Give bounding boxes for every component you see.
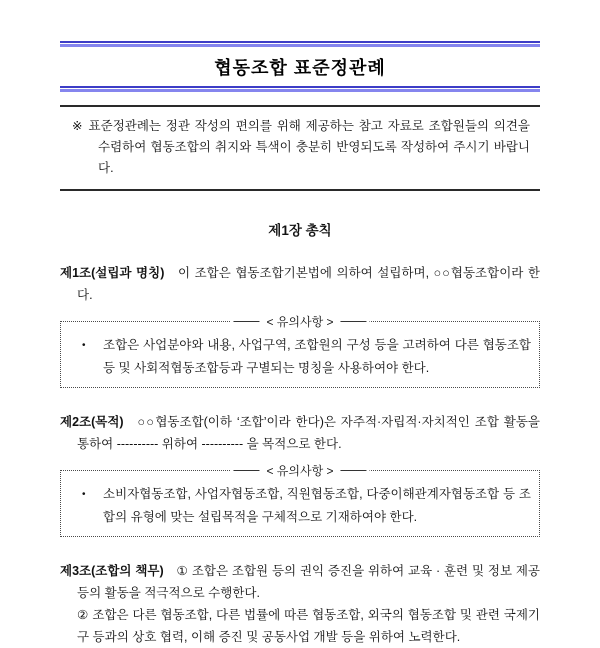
chapter-heading: 제1장 총칙: [268, 223, 332, 238]
article-1-paragraph: [60, 262, 540, 306]
notice-text: ※ 표준정관례는 정관 작성의 편의를 위해 제공하는 참고 자료로 조합원들의 의견을 수렴하여 협동조합의 취지와 특색이 충분히 반영되도록 작성하여 주시기 바랍니다.: [72, 119, 530, 175]
legend-right-line: [341, 321, 367, 322]
article-3-paragraph: [60, 560, 540, 648]
document-title: 협동조합 표준정관례: [214, 58, 386, 78]
notice-box: [60, 105, 540, 191]
article-3-body-clause-2: ② 조합은 다른 협동조합, 다른 법률에 따른 협동조합, 외국의 협동조합 및 관련 국제기구 등과의 상호 협력, 이해 증진 및 공동사업 개발 등을 위하여 노력한다.: [77, 608, 540, 644]
note-legend-label: < 유의사항 >: [266, 464, 334, 478]
article-1-body: 이 조합은 협동조합기본법에 의하여 설립하며, ○○협동조합이라 한다.: [77, 266, 540, 302]
article-2-paragraph: [60, 411, 540, 455]
article-3-heading: 제3조(조합의 책무): [60, 564, 164, 578]
bullet-icon: •: [82, 489, 86, 500]
note-legend: [230, 462, 369, 479]
article-3-body-clause-1: ① 조합은 조합원 등의 권익 증진을 위하여 교육 · 훈련 및 정보 제공 등의 활동을 적극적으로 수행한다.: [77, 564, 540, 600]
note-item: [69, 334, 531, 379]
legend-left-line: [233, 470, 259, 471]
article-1-heading: 제1조(설립과 명칭): [60, 266, 165, 280]
bullet-icon: •: [82, 340, 86, 351]
article-2-heading: 제2조(목적): [60, 415, 124, 429]
article-2-body: ○○협동조합(이하 ‘조합’이라 한다)은 자주적·자립적·자치적인 조합 활동을 통하여 ---------- 위하여 ---------- 을 목적으로 한다.: [77, 415, 540, 451]
note-item-text: 조합은 사업분야와 내용, 사업구역, 조합원의 구성 등을 고려하여 다른 협동조합등 및 사회적협동조합등과 구별되는 명칭을 사용하여야 한다.: [103, 338, 531, 375]
article-2-note-box: [60, 464, 540, 537]
legend-right-line: [341, 470, 367, 471]
article-1-note-box: [60, 315, 540, 388]
title-bottom-rule: [60, 86, 540, 92]
note-legend-label: < 유의사항 >: [266, 315, 334, 329]
legend-left-line: [233, 321, 259, 322]
note-item: [69, 483, 531, 528]
note-item-text: 소비자협동조합, 사업자협동조합, 직원협동조합, 다중이해관계자협동조합 등 조합의 유형에 맞는 설립목적을 구체적으로 기재하여야 한다.: [103, 487, 531, 524]
note-legend: [230, 313, 369, 330]
